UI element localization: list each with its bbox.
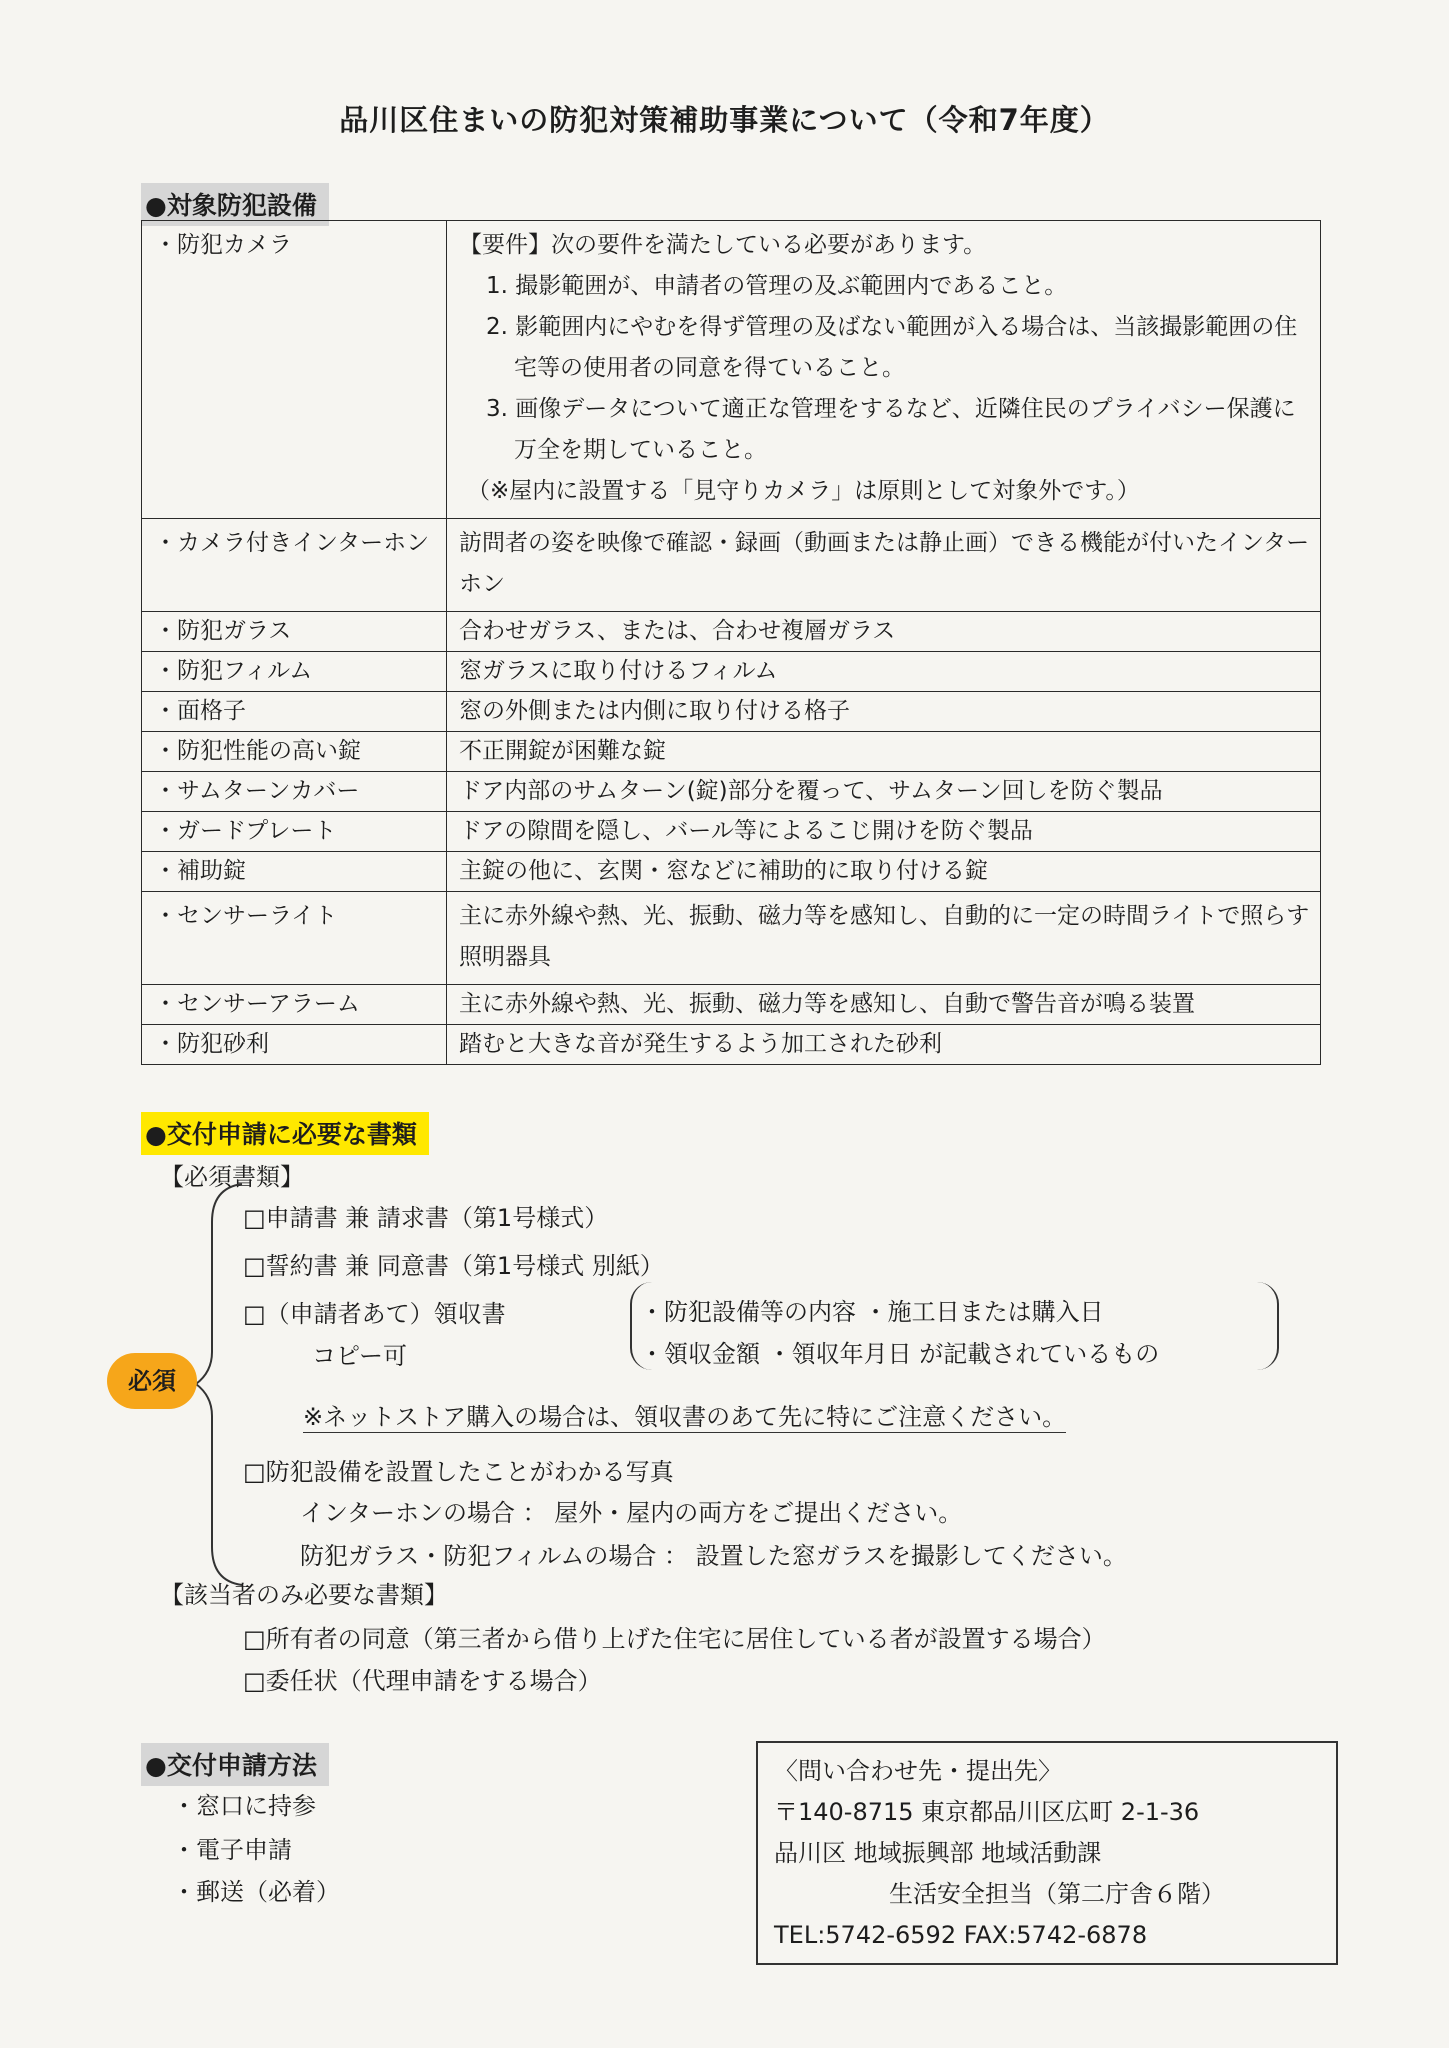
doc-item-proxy: □委任状（代理申請をする場合） bbox=[243, 1667, 602, 1695]
method-item: ・電子申請 bbox=[172, 1836, 292, 1864]
equipment-name: ・カメラ付きインターホン bbox=[142, 519, 447, 612]
table-row bbox=[142, 892, 1321, 985]
equipment-name: ・防犯ガラス bbox=[142, 612, 447, 652]
equipment-desc bbox=[447, 221, 1321, 519]
list-item: 2. 影範囲内にやむを得ず管理の及ばない範囲が入る場合は、当該撮影範囲の住宅等の使用者の同意を得ていること。 bbox=[486, 314, 1298, 381]
doc-item-receipt: □（申請者あて）領収書 bbox=[243, 1300, 506, 1328]
page-title: 品川区住まいの防犯対策補助事業について（令和7年度） bbox=[339, 103, 1110, 137]
equipment-desc: 主に赤外線や熱、光、振動、磁力等を感知し、自動的に一定の時間ライトで照らす照明器具 bbox=[447, 892, 1321, 985]
documents-heading: ●交付申請に必要な書類 bbox=[141, 1112, 429, 1155]
doc-item-application: □申請書 兼 請求書（第1号様式） bbox=[243, 1204, 609, 1232]
table-row bbox=[142, 852, 1321, 892]
contact-section: 生活安全担当（第二庁舎６階） bbox=[889, 1880, 1225, 1908]
equipment-heading: ●対象防犯設備 bbox=[141, 183, 329, 226]
equipment-name: ・ガードプレート bbox=[142, 812, 447, 852]
equipment-name: ・補助錠 bbox=[142, 852, 447, 892]
equipment-name: ・面格子 bbox=[142, 692, 447, 732]
table-row bbox=[142, 652, 1321, 692]
optional-docs-label: 【該当者のみ必要な書類】 bbox=[160, 1581, 448, 1609]
table-row bbox=[142, 221, 1321, 519]
photo-note-intercom: インターホンの場合 ： 屋外・屋内の両方をご提出ください。 bbox=[300, 1499, 963, 1527]
camera-requirement-list bbox=[459, 266, 1310, 471]
doc-item-pledge: □誓約書 兼 同意書（第1号様式 別紙） bbox=[243, 1252, 664, 1280]
equipment-desc: 主錠の他に、玄関・窓などに補助的に取り付ける錠 bbox=[447, 852, 1321, 892]
equipment-name: ・防犯フィルム bbox=[142, 652, 447, 692]
equipment-desc: 窓の外側または内側に取り付ける格子 bbox=[447, 692, 1321, 732]
equipment-name: ・センサーアラーム bbox=[142, 985, 447, 1025]
contact-label: 〈問い合わせ先・提出先〉 bbox=[774, 1757, 1062, 1785]
contact-phone: TEL:5742-6592 FAX:5742-6878 bbox=[774, 1921, 1148, 1949]
equipment-name: ・サムターンカバー bbox=[142, 772, 447, 812]
table-row bbox=[142, 772, 1321, 812]
receipt-requirement-line: ・防犯設備等の内容 ・施工日または購入日 bbox=[640, 1298, 1104, 1326]
list-item: 3. 画像データについて適正な管理をするなど、近隣住民のプライバシー保護に万全を期していること。 bbox=[486, 396, 1296, 463]
contact-department: 品川区 地域振興部 地域活動課 bbox=[774, 1839, 1102, 1867]
table-row bbox=[142, 985, 1321, 1025]
doc-item-receipt-copy: コピー可 bbox=[312, 1342, 408, 1370]
required-badge: 必須 bbox=[107, 1353, 197, 1409]
doc-item-owner-consent: □所有者の同意（第三者から借り上げた住宅に居住している者が設置する場合） bbox=[243, 1625, 1106, 1653]
equipment-desc: 合わせガラス、または、合わせ複層ガラス bbox=[447, 612, 1321, 652]
method-heading: ●交付申請方法 bbox=[141, 1743, 329, 1786]
equipment-desc: ドア内部のサムターン(錠)部分を覆って、サムターン回しを防ぐ製品 bbox=[447, 772, 1321, 812]
table-row bbox=[142, 692, 1321, 732]
receipt-requirement-line: ・領収金額 ・領収年月日 が記載されているもの bbox=[640, 1340, 1160, 1368]
table-row bbox=[142, 812, 1321, 852]
method-item: ・郵送（必着） bbox=[172, 1878, 340, 1906]
photo-note-glass: 防犯ガラス・防犯フィルムの場合 ： 設置した窓ガラスを撮影してください。 bbox=[300, 1542, 1127, 1570]
equipment-desc: 主に赤外線や熱、光、振動、磁力等を感知し、自動で警告音が鳴る装置 bbox=[447, 985, 1321, 1025]
equipment-table bbox=[141, 220, 1321, 1065]
method-item: ・窓口に持参 bbox=[172, 1792, 316, 1820]
camera-note: （※屋内に設置する「見守りカメラ」は原則として対象外です。） bbox=[467, 478, 1140, 504]
contact-address: 〒140-8715 東京都品川区広町 2-1-36 bbox=[774, 1798, 1200, 1826]
required-docs-label: 【必須書類】 bbox=[160, 1163, 304, 1191]
equipment-name: ・防犯砂利 bbox=[142, 1025, 447, 1065]
net-store-note: ※ネットストア購入の場合は、領収書のあて先に特にご注意ください。 bbox=[303, 1397, 1066, 1433]
list-item: 1. 撮影範囲が、申請者の管理の及ぶ範囲内であること。 bbox=[486, 273, 1068, 299]
contact-box bbox=[756, 1741, 1338, 1965]
equipment-desc: 不正開錠が困難な錠 bbox=[447, 732, 1321, 772]
equipment-name: ・防犯性能の高い錠 bbox=[142, 732, 447, 772]
table-row bbox=[142, 519, 1321, 612]
equipment-name: ・センサーライト bbox=[142, 892, 447, 985]
equipment-desc: 踏むと大きな音が発生するよう加工された砂利 bbox=[447, 1025, 1321, 1065]
camera-requirement-intro: 【要件】次の要件を満たしている必要があります。 bbox=[459, 232, 987, 258]
brace-icon bbox=[190, 1182, 250, 1587]
equipment-desc: 訪問者の姿を映像で確認・録画（動画または静止画）できる機能が付いたインターホン bbox=[447, 519, 1321, 612]
equipment-desc: ドアの隙間を隠し、バール等によるこじ開けを防ぐ製品 bbox=[447, 812, 1321, 852]
table-row bbox=[142, 732, 1321, 772]
doc-item-photo: □防犯設備を設置したことがわかる写真 bbox=[243, 1458, 674, 1486]
table-row bbox=[142, 612, 1321, 652]
table-row bbox=[142, 1025, 1321, 1065]
equipment-desc: 窓ガラスに取り付けるフィルム bbox=[447, 652, 1321, 692]
equipment-name: ・防犯カメラ bbox=[142, 221, 447, 519]
